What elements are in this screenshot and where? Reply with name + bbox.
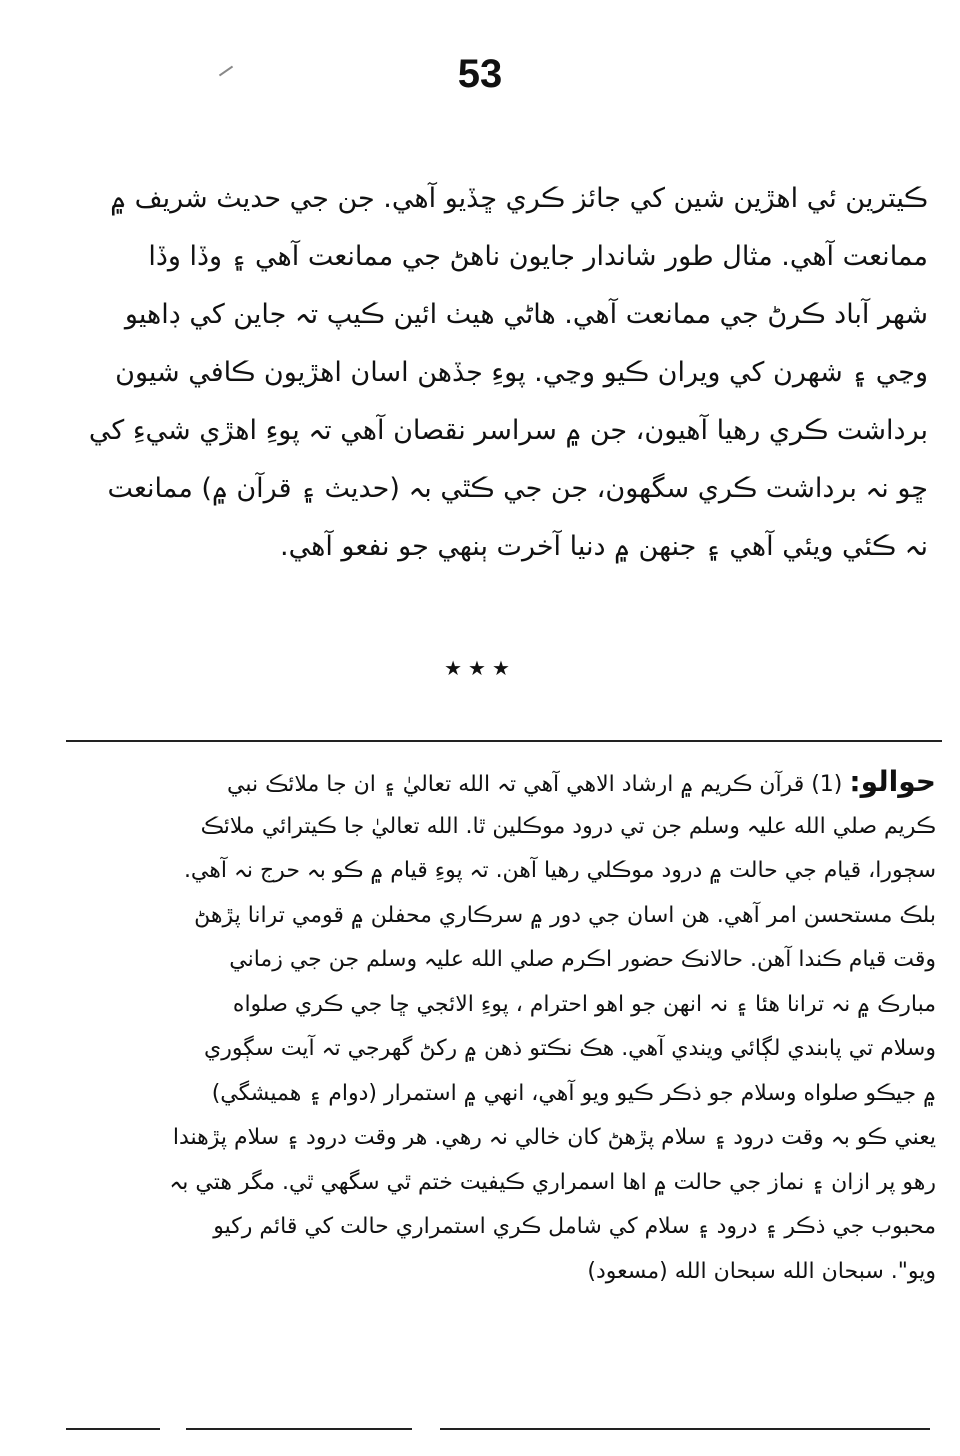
paragraph-line: شهر آباد ڪرڻ جي ممانعت آهي. هاڻي هيٺ ائين ڪيپ تہ جاين کي ڊاهيو	[124, 299, 928, 330]
footnote-line: رهو پر ازان ۽ نماز جي حالت ۾ اها اسمراري ڪيفيت ختم ٿي سگهي ٿي. مگر هتي بہ	[169, 1169, 936, 1195]
paragraph-line: ڪيترين ئي اهڙين شين کي جائز ڪري ڇڏيو آهي. جن جي حديث شريف ۾	[110, 183, 928, 214]
footnote-rule	[66, 740, 942, 742]
footnote-line: سڄورا، قيام جي حالت ۾ درود موڪلي رهيا آهن. تہ پوءِ قيام ۾ ڪو بہ حرج نہ آهي.	[183, 858, 936, 883]
footnote-text: (1) قرآن ڪريم ۾ ارشاد الاهي آهي تہ الله تعاليٰ ۽ ان جا ملائڪ نبي	[227, 772, 843, 797]
footnote-line: مبارڪ ۾ نہ ترانا هئا ۽ نہ انهن جو اهو احترام ، پوءِ الائجي ڇا جي ڪري صلواه	[232, 991, 936, 1017]
bottom-rule	[440, 1428, 930, 1430]
footnote-first-line	[66, 760, 936, 805]
footnote-line: ڪريم صلي الله عليہ وسلم جن تي درود موڪلين ٿا. الله تعاليٰ جا ڪيترائي ملائڪ	[200, 813, 936, 839]
footnote-line: وقت قيام ڪندا آهن. حالانڪ حضور اڪرم صلي الله عليہ وسلم جن جي زماني	[229, 947, 936, 972]
footnote-line: بلڪ مستحسن امر آهي. هن اسان جي دور ۾ سرڪاري محفلن ۾ قومي ترانا پڙهڻ	[194, 902, 936, 928]
footnote-label: حوالو:	[849, 765, 936, 798]
paragraph-line: نہ ڪئي ويئي آهي ۽ جنهن ۾ دنيا آخرت ٻنهي جو نفعو آهي.	[280, 531, 928, 562]
paragraph-line: برداشت ڪري رهيا آهيون، جن ۾ سراسر نقصان آهي تہ پوءِ اهڙي شيءِ کي	[88, 415, 928, 446]
main-paragraph	[66, 170, 928, 576]
footnote-line: يعني ڪو بہ وقت درود ۽ سلام پڙهڻ کان خالي نہ رهي. هر وقت درود ۽ سلام پڙهندا	[172, 1125, 936, 1150]
bottom-rule	[186, 1428, 412, 1430]
paragraph-line: وڃي ۽ شهرن کي ويران ڪيو وڃي. پوءِ جڏهن اسان اهڙيون ڪافي شيون	[115, 357, 928, 388]
footnote-line: محبوب جي ذڪر ۽ درود ۽ سلام کي شامل ڪري استمراري حالت کي قائم رکيو	[213, 1214, 936, 1239]
footnote-line: ۾ جيڪو صلواه وسلام جو ذڪر ڪيو ويو آهي، انهي ۾ استمرار (دوام ۽ هميشگي)	[211, 1080, 936, 1106]
footnote-line: ويو". سبحان الله سبحان الله (مسعود)	[587, 1258, 936, 1284]
section-separator: ★★★	[444, 656, 516, 680]
page-number: 53	[457, 52, 503, 96]
footnote	[66, 760, 936, 1294]
paragraph-line: ممانعت آهي. مثال طور شاندار جايون ناهڻ جي ممانعت آهي ۽ وڏا وڏا	[148, 241, 928, 272]
footnote-line: وسلام تي پابندي لڳائي ويندي آهي. هڪ نڪتو ذهن ۾ رکڻ گهرجي تہ آيت سڳوري	[204, 1036, 936, 1061]
bottom-rule	[66, 1428, 160, 1430]
paragraph-line: ڇو نہ برداشت ڪري سگهون، جن جي ڪٿي بہ (حديث ۽ قرآن ۾) ممانعت	[107, 473, 928, 504]
